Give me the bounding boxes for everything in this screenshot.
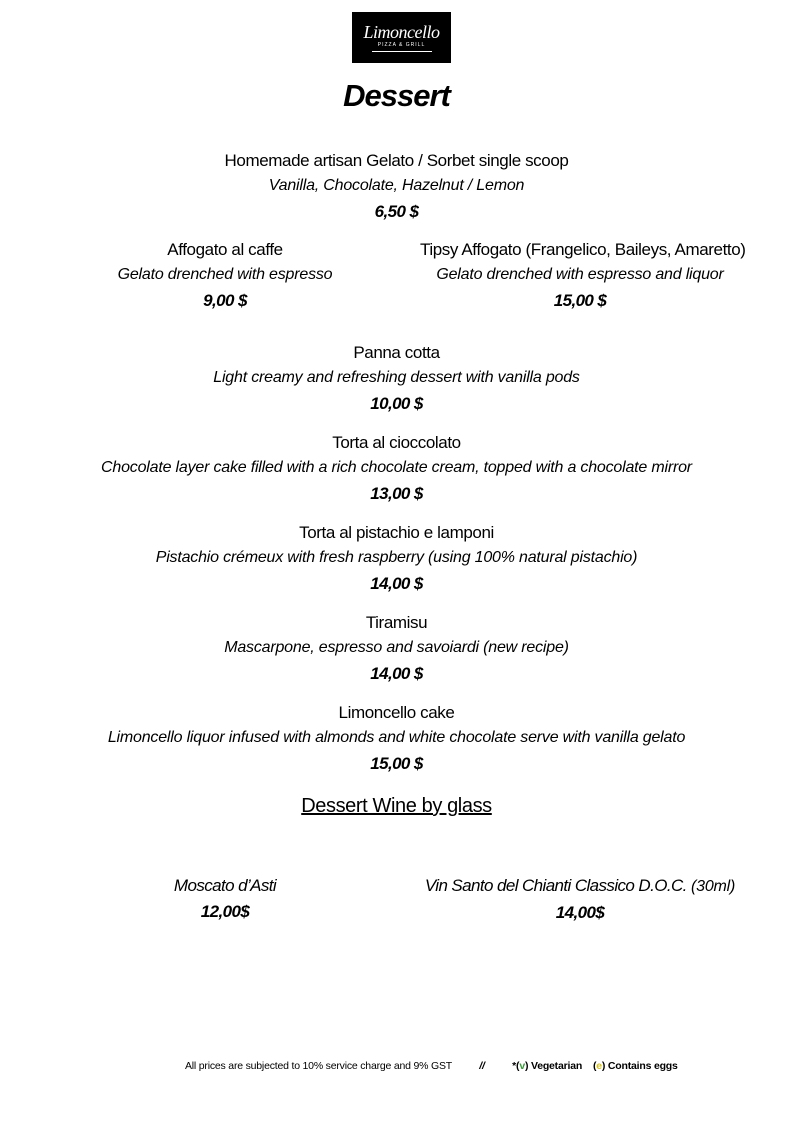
menu-item-panna-cotta (0, 342, 793, 415)
menu-item-affogato (105, 239, 345, 312)
wine-item-moscato (105, 875, 345, 923)
vegetarian-label: ) Vegetarian (524, 1060, 583, 1072)
item-price: 15,00 $ (553, 291, 607, 310)
item-price: 14,00 $ (370, 574, 423, 593)
restaurant-logo (352, 12, 451, 63)
dessert-wine-heading: Dessert Wine by glass (301, 795, 492, 817)
egg-label: ) Contains eggs (601, 1060, 678, 1072)
menu-item-tiramisu (0, 612, 793, 685)
item-name: Homemade artisan Gelato / Sorbet single scoop (224, 151, 569, 170)
wine-item-vin-santo (420, 875, 740, 924)
menu-item-gelato (0, 150, 793, 223)
menu-item-tipsy-affogato (420, 239, 746, 312)
item-description: Limoncello liquor infused with almonds and white chocolate serve with vanilla gelato (107, 729, 686, 746)
item-name: Panna cotta (353, 343, 440, 362)
menu-item-torta-cioccolato (0, 432, 793, 505)
footer-separator: // (479, 1060, 485, 1072)
item-description: Light creamy and refreshing dessert with vanilla pods (213, 369, 580, 386)
menu-item-limoncello-cake (0, 702, 793, 775)
logo-name: Limoncello (363, 22, 440, 42)
item-description: Gelato drenched with espresso (117, 266, 333, 283)
wine-price: 14,00$ (555, 903, 605, 922)
footer-note (185, 1060, 678, 1072)
item-price: 9,00 $ (203, 291, 247, 310)
menu-item-torta-pistachio (0, 522, 793, 595)
egg-mark: e (596, 1060, 602, 1072)
logo-underline (372, 51, 432, 52)
item-description: Vanilla, Chocolate, Hazelnut / Lemon (268, 177, 525, 194)
item-price: 10,00 $ (370, 394, 423, 413)
vegetarian-mark: v (519, 1060, 525, 1072)
item-name: Tipsy Affogato (Frangelico, Baileys, Amaretto) (420, 240, 746, 259)
legend-star: *( (512, 1060, 520, 1072)
item-description: Pistachio crémeux with fresh raspberry (using 100% natural pistachio) (155, 549, 638, 566)
item-price: 14,00 $ (370, 664, 423, 683)
item-name: Affogato al caffe (167, 240, 283, 259)
item-name: Limoncello cake (338, 703, 455, 722)
page-title: Dessert (343, 78, 450, 113)
item-name: Torta al pistachio e lamponi (299, 523, 494, 542)
logo-subtitle: PIZZA & GRILL (377, 42, 426, 48)
item-name: Torta al cioccolato (332, 433, 461, 452)
item-description: Mascarpone, espresso and savoiardi (new recipe) (224, 639, 569, 656)
service-charge-note: All prices are subjected to 10% service charge and 9% GST (185, 1060, 452, 1072)
wine-name: Vin Santo del Chianti Classico D.O.C. (424, 876, 687, 895)
item-description: Chocolate layer cake filled with a rich chocolate cream, topped with a chocolate mirror (101, 459, 692, 476)
item-description: Gelato drenched with espresso and liquor (436, 266, 724, 283)
item-name: Tiramisu (365, 613, 428, 632)
wine-price: 12,00$ (200, 902, 250, 921)
item-price: 6,50 $ (374, 202, 419, 221)
item-price: 15,00 $ (370, 754, 423, 773)
legend-egg-open: ( (592, 1060, 597, 1072)
wine-name: Moscato d’Asti (173, 876, 277, 895)
wine-volume: (30ml) (686, 878, 736, 895)
item-price: 13,00 $ (370, 484, 423, 503)
